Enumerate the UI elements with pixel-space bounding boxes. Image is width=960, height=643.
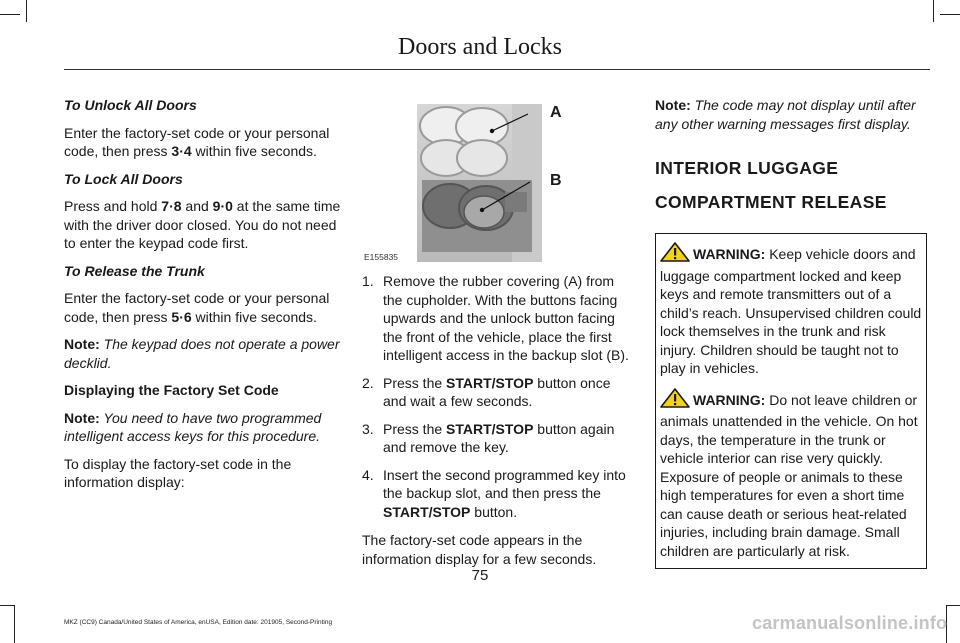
crop-mark [14, 605, 15, 643]
cupholder-illustration [362, 84, 632, 262]
footer-edition-info: MKZ (CC9) Canada/United States of America, enUSA, Edition date: 201905, Second-Printing [64, 619, 333, 626]
step-text-end: button. [470, 503, 518, 520]
trunk-text-end: within five seconds. [191, 308, 317, 325]
step-number: 2. [362, 374, 374, 391]
note-text: You need to have two programmed intelligent access keys for this procedure. [64, 409, 322, 444]
unlock-paragraph [64, 124, 346, 161]
list-item [362, 272, 632, 365]
step-text: Press the [383, 374, 447, 391]
lock-text: Press and hold [64, 198, 162, 214]
step-text: Press the [383, 420, 447, 437]
key-3-4: 3·4 [171, 143, 192, 159]
step-number: 3. [362, 420, 374, 437]
crop-mark [26, 0, 27, 22]
step-number: 1. [362, 273, 374, 289]
key-5-6: 5·6 [171, 308, 192, 325]
section-heading-line2: COMPARTMENT RELEASE [655, 192, 887, 212]
lock-text-end: at the same time with the driver door closed. You do not need to enter the keypad code first. [64, 198, 341, 251]
step-text-end: button once and wait a few seconds. [383, 374, 611, 409]
key-7-8: 7·8 [161, 198, 182, 214]
warning-text: Keep vehicle doors and luggage compartment locked and keep keys and remote transmitters out of a child’s reach. Unsupervised children could lock themselves in the trunk and risk injury. Children should be taught not to play in vehicles. [660, 246, 922, 376]
section-heading: INTERIOR LUGGAGE [655, 158, 839, 178]
warning-paragraph [660, 242, 922, 378]
unlock-heading: To Unlock All Doors [64, 97, 197, 113]
step-text: Remove the rubber covering (A) from the cupholder. With the buttons facing upwards and the unlock button facing the front of the vehicle, place the first intelligent access in the backup slot (B). [383, 273, 629, 363]
page-number: 75 [471, 567, 489, 584]
crop-mark [0, 605, 14, 606]
column-right [655, 96, 927, 569]
note-text: The keypad does not operate a power decklid. [64, 336, 340, 371]
list-item [362, 420, 632, 457]
note-text: The code may not display until after any other warning messages first display. [655, 97, 916, 132]
header-divider [64, 69, 930, 70]
unlock-text-end: within five seconds. [191, 143, 317, 159]
warning-label: WARNING: [693, 391, 766, 408]
trunk-heading: To Release the Trunk [64, 262, 205, 279]
procedure-steps [362, 272, 632, 521]
step-text: Insert the second programmed key into the backup slot, and then press the [383, 466, 626, 501]
figure-label-b: B [550, 172, 562, 189]
unlock-text: Enter the factory-set code or your personal code, then press [64, 124, 330, 159]
figure-id: E155835 [364, 252, 399, 262]
leader-dot-a [490, 129, 494, 133]
warning-box [655, 233, 927, 569]
start-stop-label: START/STOP [446, 420, 534, 437]
display-heading: Displaying the Factory Set Code [64, 382, 279, 398]
start-stop-label: START/STOP [383, 503, 471, 520]
lock-paragraph [64, 197, 346, 253]
list-item [362, 374, 632, 411]
column-middle [362, 84, 632, 577]
warning-triangle-icon [660, 388, 690, 413]
note-display [655, 96, 927, 133]
warning-text: Do not leave children or animals unattended in the vehicle. On hot days, the temperature in the trunk or vehicle interior can rise very quickly. Exposure of people or animals to these high temperatures for even a short time can cause death or serious heat-related injuries, including brain damage. Small children are particularly at risk. [660, 391, 918, 559]
start-stop-label: START/STOP [446, 374, 534, 391]
key-9-0: 9·0 [212, 198, 233, 214]
column-left [64, 96, 346, 501]
cupholder-cover-lower-right [457, 140, 507, 176]
watermark: carmanualsonline.info [752, 613, 948, 633]
note-decklid [64, 335, 346, 372]
lock-text-mid: and [181, 198, 213, 214]
crop-mark [940, 14, 960, 15]
trunk-paragraph [64, 289, 346, 326]
note-label: Note: [64, 336, 100, 352]
list-item [362, 466, 632, 522]
figure-label-a: A [550, 104, 562, 121]
lock-heading: To Lock All Doors [64, 170, 183, 187]
note-label: Note: [655, 97, 691, 113]
warning-triangle-icon [660, 388, 690, 408]
crop-mark [0, 14, 20, 15]
step-text-end: button again and remove the key. [383, 420, 615, 455]
crop-mark [946, 605, 960, 606]
trunk-text: Enter the factory-set code or your personal code, then press [64, 290, 330, 325]
warning-paragraph [660, 388, 922, 561]
warning-triangle-icon [660, 242, 690, 262]
cupholder-figure [362, 84, 632, 262]
leader-dot-b [480, 208, 484, 212]
warning-triangle-icon [660, 242, 690, 267]
page-header-title: Doors and Locks [398, 34, 562, 60]
warning-label: WARNING: [693, 246, 766, 262]
crop-mark [933, 0, 934, 22]
step-number: 4. [362, 466, 374, 483]
note-keys [64, 409, 346, 446]
closing-paragraph: The factory-set code appears in the information display for a few seconds. [362, 532, 597, 567]
display-paragraph: To display the factory-set code in the information display: [64, 455, 292, 490]
note-label: Note: [64, 409, 100, 426]
